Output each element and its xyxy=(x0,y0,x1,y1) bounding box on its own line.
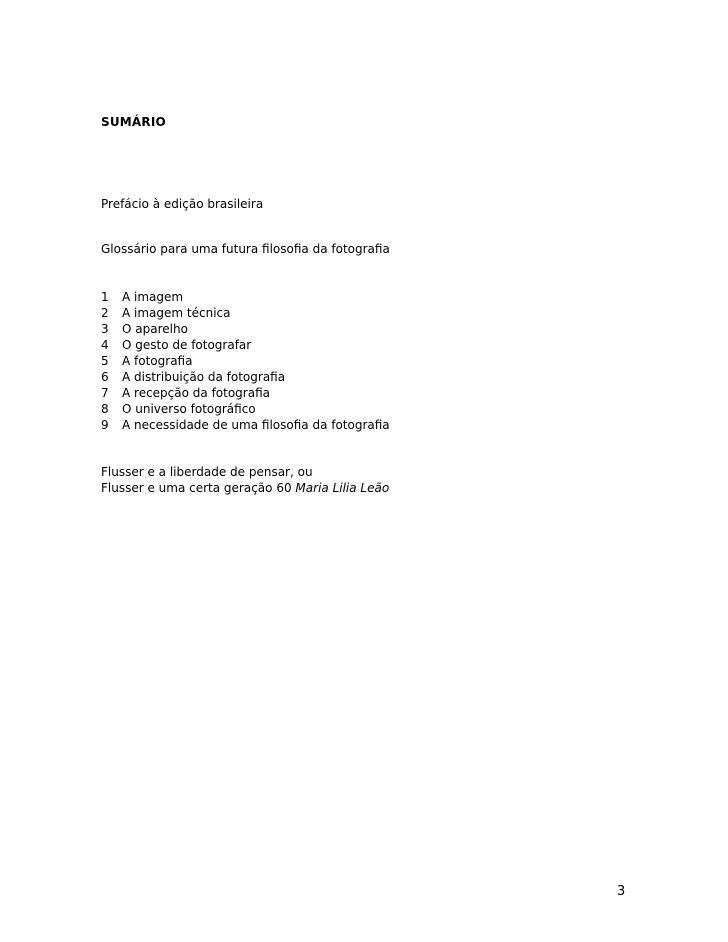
chapter-list xyxy=(101,289,390,433)
page-number: 3 xyxy=(617,884,626,899)
chapter-title: O universo fotográfico xyxy=(122,402,256,416)
chapter-item xyxy=(101,289,390,305)
glossary-entry: Glossário para uma futura filosofia da fotografia xyxy=(101,242,390,256)
chapter-item xyxy=(101,417,390,433)
chapter-number: 3 xyxy=(101,322,109,336)
chapter-title: A imagem xyxy=(122,290,184,304)
essay-entry xyxy=(101,464,389,496)
essay-title-line-1: Flusser e a liberdade de pensar, ou xyxy=(101,465,313,479)
chapter-title: A necessidade de uma filosofia da fotografia xyxy=(122,418,390,432)
preface-entry: Prefácio à edição brasileira xyxy=(101,197,264,211)
chapter-number: 5 xyxy=(101,354,109,368)
chapter-item xyxy=(101,401,390,417)
essay-title-line-2-text: Flusser e uma certa geração 60 xyxy=(101,481,292,495)
chapter-item xyxy=(101,369,390,385)
chapter-number: 6 xyxy=(101,370,109,384)
chapter-number: 7 xyxy=(101,386,109,400)
chapter-number: 1 xyxy=(101,290,109,304)
chapter-item xyxy=(101,353,390,369)
chapter-title: A imagem técnica xyxy=(122,306,231,320)
chapter-item xyxy=(101,321,390,337)
chapter-number: 4 xyxy=(101,338,109,352)
chapter-item xyxy=(101,385,390,401)
table-of-contents-heading: SUMÁRIO xyxy=(101,115,166,129)
chapter-title: O gesto de fotografar xyxy=(122,338,252,352)
chapter-title: O aparelho xyxy=(122,322,188,336)
chapter-title: A recepção da fotografia xyxy=(122,386,270,400)
chapter-item xyxy=(101,305,390,321)
chapter-number: 8 xyxy=(101,402,109,416)
chapter-number: 9 xyxy=(101,418,109,432)
chapter-title: A distribuição da fotografia xyxy=(122,370,286,384)
essay-title-line-2 xyxy=(101,480,389,496)
essay-author: Maria Lilia Leão xyxy=(295,481,390,495)
chapter-title: A fotografia xyxy=(122,354,193,368)
chapter-item xyxy=(101,337,390,353)
chapter-number: 2 xyxy=(101,306,109,320)
